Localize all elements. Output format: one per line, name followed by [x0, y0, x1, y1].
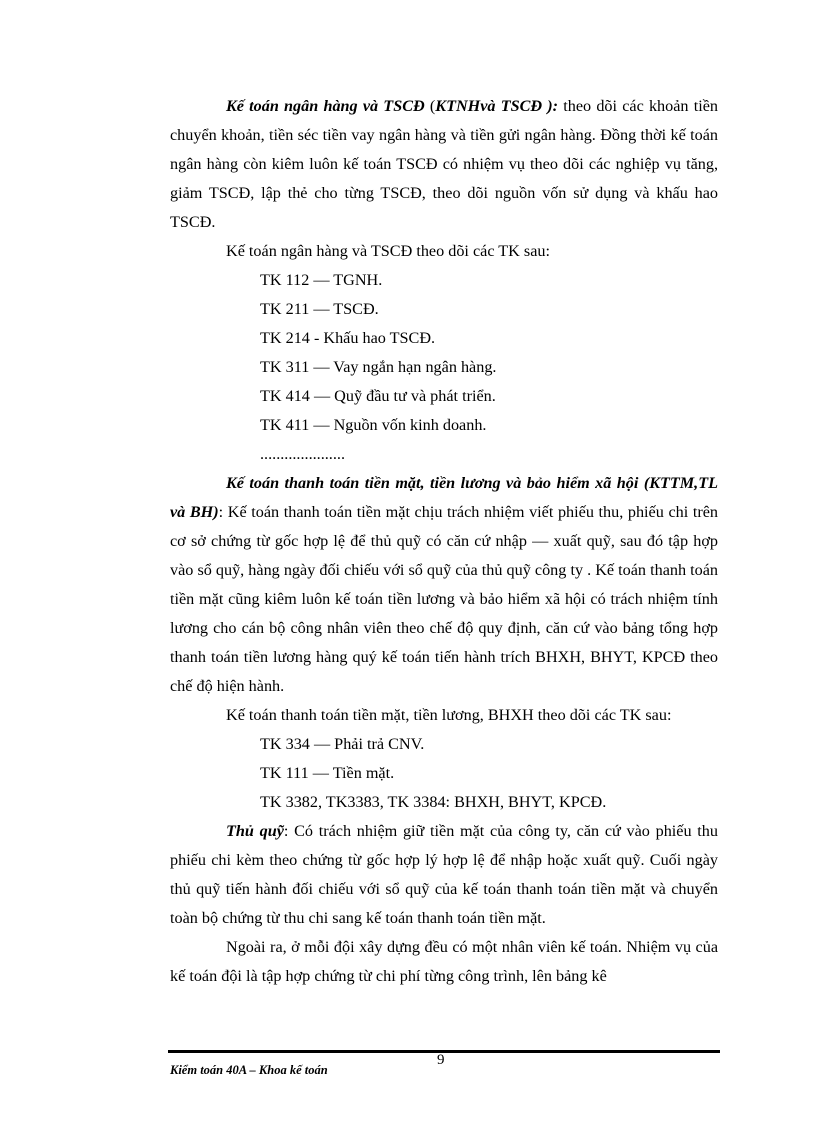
paragraph-cashier: [170, 817, 718, 933]
account-list-cash: [170, 730, 718, 817]
abbr-bank-accountant: KTNHvà TSCĐ ):: [435, 97, 559, 115]
paragraph-text: theo dõi các khoản tiền chuyển khoản, tiền séc tiền vay ngân hàng và tiền gửi ngân hàng. Đồng thời kế toán ngân hàng còn kiêm luôn kế toán TSCĐ có nhiệm vụ theo dõi các nghiệp vụ tăng, giảm TSCĐ, lập thẻ cho từng TSCĐ, theo dõi nguồn vốn sử dụng và khấu hao TSCĐ.: [170, 97, 718, 231]
list-item: TK 214 - Khấu hao TSCĐ.: [260, 329, 436, 347]
paragraph-team-accountant: Ngoài ra, ở mỗi đội xây dựng đều có một nhân viên kế toán. Nhiệm vụ của kế toán đội là tập hợp chứng từ chi phí từng công trình, lên bảng kê: [170, 938, 718, 985]
heading-cashier: Thủ quỹ: [226, 822, 284, 840]
footer-text: Kiểm toán 40A – Khoa kế toán: [170, 1063, 328, 1077]
list-item: TK 411 — Nguồn vốn kinh doanh.: [260, 416, 487, 434]
paragraph-bank-accountant: [170, 92, 718, 237]
account-list-bank: [170, 266, 718, 469]
paragraph-cash-accountant: [170, 469, 718, 701]
paragraph-text: : Có trách nhiệm giữ tiền mặt của công ty, căn cứ vào phiếu thu phiếu chi kèm theo chứng từ gốc hợp lý hợp lệ để nhập hoặc xuất quỹ. Cuối ngày thủ quỹ tiến hành đối chiếu với sổ quỹ của kế toán thanh toán tiền mặt và chuyển toàn bộ chứng từ thu chi sang kế toán thanh toán tiền mặt.: [170, 822, 718, 927]
page-number: 9: [437, 1052, 445, 1068]
list-item: TK 111 — Tiền mặt.: [260, 764, 395, 782]
paragraph-cash-accounts-intro: Kế toán thanh toán tiền mặt, tiền lương, BHXH theo dõi các TK sau:: [226, 706, 672, 724]
list-item: TK 311 — Vay ngắn hạn ngân hàng.: [260, 358, 497, 376]
body-text: [170, 92, 718, 991]
list-item: TK 3382, TK3383, TK 3384: BHXH, BHYT, KPCĐ.: [260, 793, 607, 811]
paragraph-text: : Kế toán thanh toán tiền mặt chịu trách nhiệm viết phiếu thu, phiếu chi trên cơ sở chứng từ gốc hợp lệ để thủ quỹ có căn cứ nhập — xuất quỹ, sau đó tập hợp vào sổ quỹ, hàng ngày đối chiếu với sổ quỹ của thủ quỹ công ty . Kế toán thanh toán tiền mặt cũng kiêm luôn kế toán tiền lương và bảo hiểm xã hội có trách nhiệm tính lương cho cán bộ công nhân viên theo chế độ quy định, căn cứ vào bảng tổng hợp thanh toán tiền lương hàng quý kế toán tiến hành trích BHXH, BHYT, KPCĐ theo chế độ hiện hành.: [170, 503, 718, 695]
list-item: TK 334 — Phải trả CNV.: [260, 735, 425, 753]
list-item: TK 112 — TGNH.: [260, 271, 383, 289]
heading-bank-accountant: Kế toán ngân hàng và TSCĐ: [226, 97, 425, 115]
list-item: .....................: [260, 445, 345, 463]
heading-cash-accountant: Kế toán thanh toán tiền mặt, tiền lương và bảo hiểm xã hội (KTTM,TL và BH): [170, 474, 718, 521]
paren-open: (: [424, 97, 436, 115]
list-item: TK 414 — Quỹ đầu tư và phát triển.: [260, 387, 496, 405]
list-item: TK 211 — TSCĐ.: [260, 300, 379, 318]
paragraph-bank-accounts-intro: Kế toán ngân hàng và TSCĐ theo dõi các TK sau:: [226, 242, 550, 260]
